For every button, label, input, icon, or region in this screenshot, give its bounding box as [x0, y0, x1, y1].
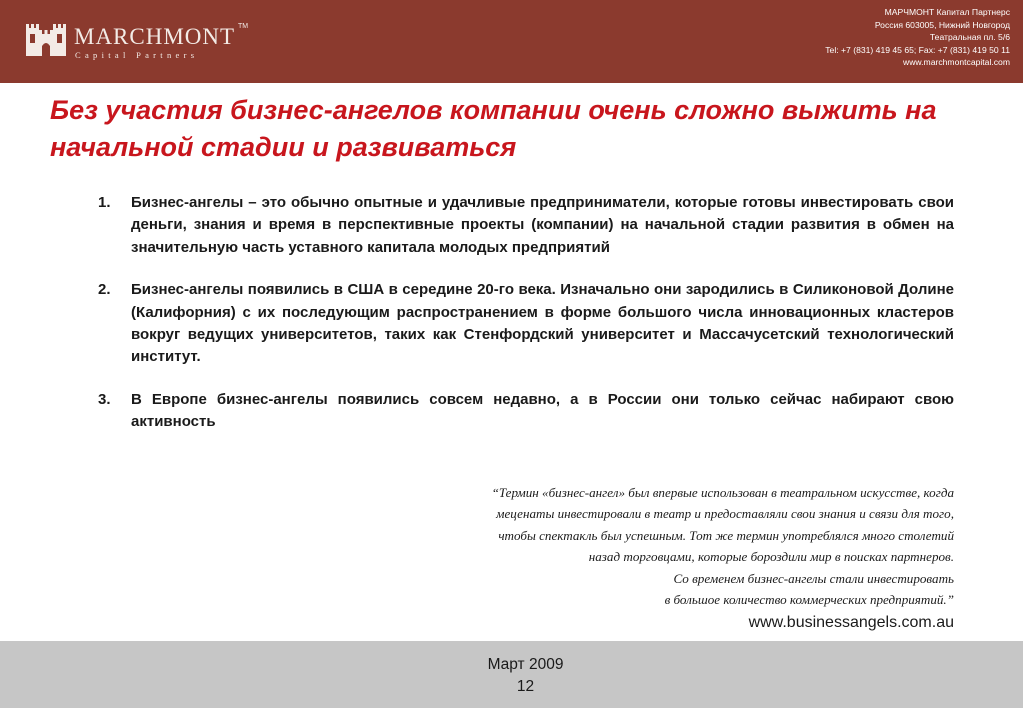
list-item-text: Бизнес-ангелы появились в США в середине 20-го века. Изначально они зародились в Силиконовой Долине (Калифорния) с их последующим распространением в форме большого числа инновационных кластеров вокруг ведущих университетов, таких как Стенфордский университет и Массачусетский технологический институт. — [131, 281, 954, 366]
logo-name: MARCHMONT — [74, 24, 236, 49]
slide-title: Без участия бизнес-ангелов компании очень сложно выжить на начальной стадии и развиваться — [50, 95, 937, 162]
contact-address: Театральная пл. 5/6 — [929, 32, 1010, 43]
contact-phone: Tel: +7 (831) 419 45 65; Fax: +7 (831) 419 50 11 — [825, 44, 1010, 55]
contact-info — [825, 6, 1010, 69]
quote-line: назад торговцами, которые бороздили мир в поисках партнеров. — [588, 549, 954, 565]
quote-block — [354, 482, 954, 610]
quote-source-link[interactable]: www.businessangels.com.au — [748, 614, 954, 631]
quote-line: меценаты инвестировали в театр и предоставляли свои знания и связи для того, — [496, 506, 954, 522]
quote-line: “Термин «бизнес-ангел» был впервые использован в театральном искусстве, когда — [491, 485, 954, 500]
company-logo[interactable] — [26, 20, 266, 66]
list-item-text: Бизнес-ангелы – это обычно опытные и удачливые предприниматели, которые готовы инвестировать свои деньги, знания и время в перспективные проекты (компании) на начальной стадии развития в обмен на значительную часть уставного капитала молодых предприятий — [131, 194, 954, 256]
list-item — [98, 389, 954, 434]
castle-logo-icon — [26, 22, 66, 58]
list-item-number: 1. — [98, 194, 111, 211]
footer-bar — [0, 641, 1023, 708]
logo-subtitle: Capital Partners — [75, 50, 199, 60]
header-banner — [0, 0, 1023, 83]
footer-date: Март 2009 — [487, 656, 564, 673]
key-points-list — [98, 192, 954, 454]
logo-trademark: TM — [238, 23, 249, 30]
contact-website[interactable]: www.marchmontcapital.com — [903, 57, 1010, 68]
quote-line: чтобы спектакль был успешным. Тот же термин употреблялся много столетий — [498, 527, 954, 543]
list-item-text: В Европе бизнес-ангелы появились совсем недавно, а в России они только сейчас набирают свою активность — [131, 390, 954, 431]
list-item-number: 3. — [98, 390, 111, 408]
list-item — [98, 279, 954, 369]
list-item-number: 2. — [98, 281, 111, 299]
contact-city: Россия 603005, Нижний Новгород — [874, 19, 1010, 30]
contact-company: МАРЧМОНТ Капитал Партнерс — [884, 7, 1010, 17]
page-number: 12 — [516, 678, 535, 695]
quote-line: в большое количество коммерческих предприятий.” — [664, 592, 954, 608]
list-item — [98, 192, 954, 259]
quote-line: Со временем бизнес-ангелы стали инвестировать — [673, 570, 954, 586]
